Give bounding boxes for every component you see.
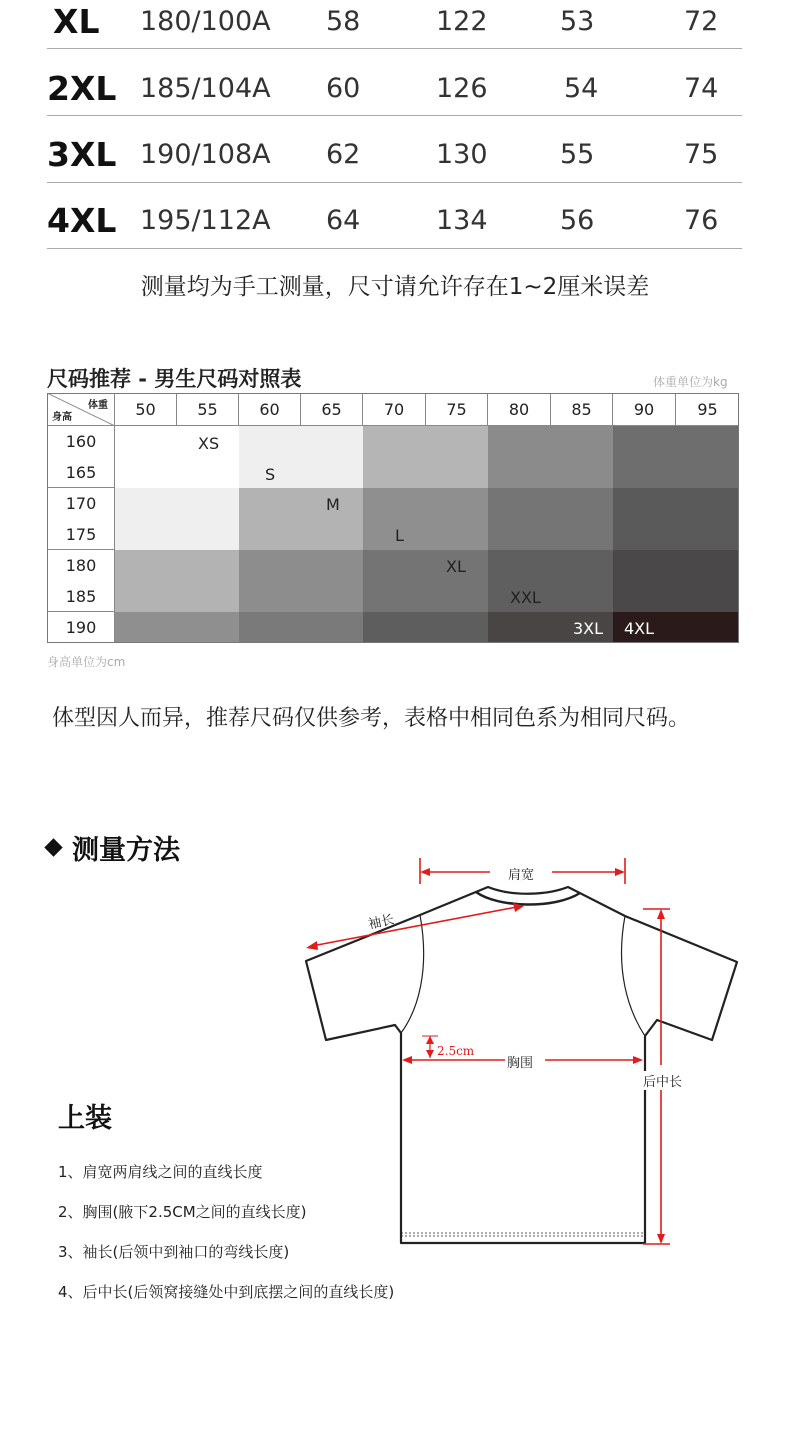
tshirt-diagram [0,840,790,1260]
grid-border [47,393,739,643]
weight-header: 70 [363,393,426,426]
value-cell: 122 [436,5,488,37]
size-recommend-grid [47,393,739,643]
value-cell: 130 [436,138,488,170]
height-label: 185 [47,581,115,612]
value-cell: 126 [436,72,488,104]
value-cell: 74 [684,72,719,104]
size-label-xl: XL [446,557,466,576]
height-label: 170 [65,494,97,513]
size-cell: 3XL [47,134,117,174]
value-cell: 54 [564,72,599,104]
upper-wear-title: 上装 [58,1103,112,1134]
row-divider [47,48,742,49]
size-label-xxl: XXL [510,588,541,607]
height-cell: 190/108A [140,138,271,170]
height-label: 165 [47,457,115,488]
value-cell: 76 [684,204,719,236]
recommend-title: 尺码推荐 - 男生尺码对照表 [47,367,302,391]
table-row [47,187,742,253]
corner-height-label: 身高 [52,412,72,423]
value-cell: 58 [326,5,361,37]
value-cell: 55 [560,138,595,170]
height-unit-note: 身高单位为cm [47,655,126,669]
weight-header: 90 [613,393,676,426]
value-cell: 56 [560,204,595,236]
table-row [47,0,742,54]
size-label-xs: XS [198,434,220,453]
weight-header: 75 [426,393,488,426]
value-cell: 53 [560,5,595,37]
sleeve-label: 袖长 [367,912,396,933]
size-label-3xl: 3XL [573,619,604,638]
size-label-l: L [395,526,404,545]
height-label: 175 [47,519,115,550]
height-label: 180 [65,556,97,575]
weight-header: 55 [177,393,239,426]
weight-header: 60 [239,393,301,426]
measure-note: 3、袖长(后领中到袖口的弯线长度) [58,1243,290,1261]
back-length-label: 后中长 [643,1071,682,1090]
table-row [47,55,742,121]
corner-weight-label: 体重 [88,400,108,411]
size-label-4xl: 4XL [624,619,655,638]
value-cell: 64 [326,204,361,236]
height-cell: 185/104A [140,72,271,104]
size-label-m: M [326,495,340,514]
value-cell: 75 [684,138,719,170]
weight-header: 65 [301,393,363,426]
row-divider [47,248,742,249]
size-label-s: S [265,465,276,484]
value-cell: 72 [684,5,719,37]
shoulder-label: 肩宽 [508,864,534,883]
value-cell: 134 [436,204,488,236]
weight-header: 85 [551,393,613,426]
size-cell: 4XL [47,200,117,240]
weight-unit-note: 体重单位为kg [653,375,728,389]
offset-label: 2.5cm [437,1044,475,1058]
size-cell: XL [53,1,100,41]
size-cell: 2XL [47,68,117,108]
measure-lines [306,858,670,1244]
row-divider [47,115,742,116]
value-cell: 62 [326,138,361,170]
weight-header: 95 [697,400,718,419]
measure-note: 1、肩宽两肩线之间的直线长度 [58,1163,263,1181]
measure-note: 4、后中长(后领窝接缝处中到底摆之间的直线长度) [58,1283,395,1301]
table-row [47,121,742,187]
value-cell: 60 [326,72,361,104]
measure-note: 2、胸围(腋下2.5CM之间的直线长度) [58,1203,307,1221]
recommend-note: 体型因人而异，推荐尺码仅供参考，表格中相同色系为相同尺码。 [52,706,691,731]
weight-header: 50 [115,393,177,426]
weight-header: 80 [488,393,551,426]
height-cell: 195/112A [140,204,271,236]
row-divider [47,182,742,183]
chest-label: 胸围 [507,1052,533,1071]
height-cell: 180/100A [140,5,271,37]
measurement-tolerance-note: 测量均为手工测量，尺寸请允许存在1~2厘米误差 [140,274,650,300]
height-label: 160 [65,432,97,451]
height-label: 190 [65,618,97,637]
measure-title-text: 测量方法 [72,835,180,866]
